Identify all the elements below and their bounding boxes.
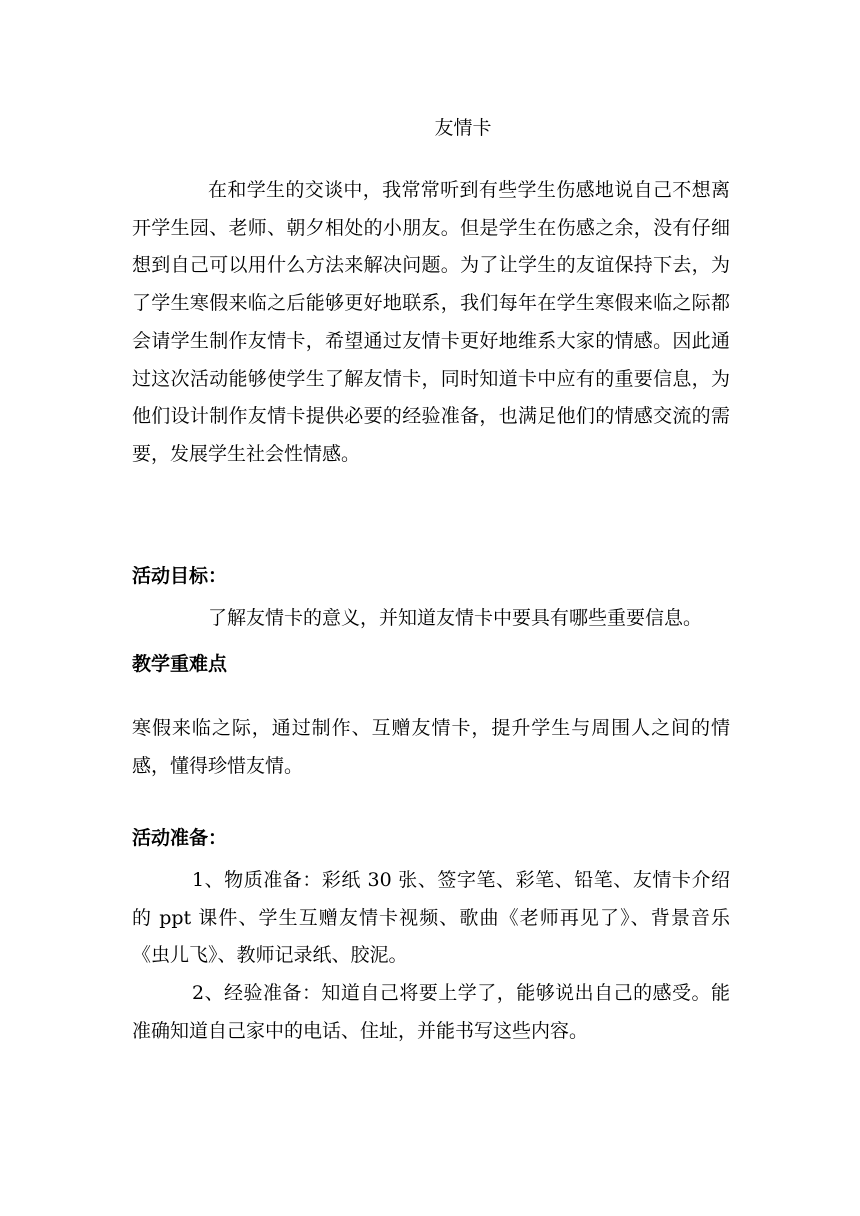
preparation-item-material: 1、物质准备：彩纸 30 张、签字笔、彩笔、铅笔、友情卡介绍的 ppt 课件、学生互赠友情卡视频、歌曲《老师再见了》、背景音乐《虫儿飞》、教师记录纸、胶泥。 [132, 869, 730, 967]
key-points-paragraph: 寒假来临之际，通过制作、互赠友情卡，提升学生与周围人之间的情感，懂得珍惜友情。 [132, 717, 730, 777]
goal-heading: 活动目标： [132, 565, 228, 587]
intro-paragraph: 在和学生的交谈中，我常常听到有些学生伤感地说自己不想离开学生园、老师、朝夕相处的小朋友。但是学生在伤感之余，没有仔细想到自己可以用什么方法来解决问题。为了让学生的友谊保持下去，为了学生寒假来临之后能够更好地联系，我们每年在学生寒假来临之际都会请学生制作友情卡，希望通过友情卡更好地维系大家的情感。因此通过这次活动能够使学生了解友情卡，同时知道卡中应有的重要信息，为他们设计制作友情卡提供必要的经验准备，也满足他们的情感交流的需要，发展学生社会性情感。 [132, 179, 730, 465]
preparation-heading: 活动准备： [132, 827, 228, 849]
goal-paragraph: 了解友情卡的意义，并知道友情卡中要具有哪些重要信息。 [208, 607, 703, 629]
document-title: 友情卡 [434, 117, 492, 139]
preparation-item-experience: 2、经验准备：知道自己将要上学了，能够说出自己的感受。能准确知道自己家中的电话、住址，并能书写这些内容。 [132, 982, 730, 1042]
key-points-heading: 教学重难点 [132, 653, 228, 675]
